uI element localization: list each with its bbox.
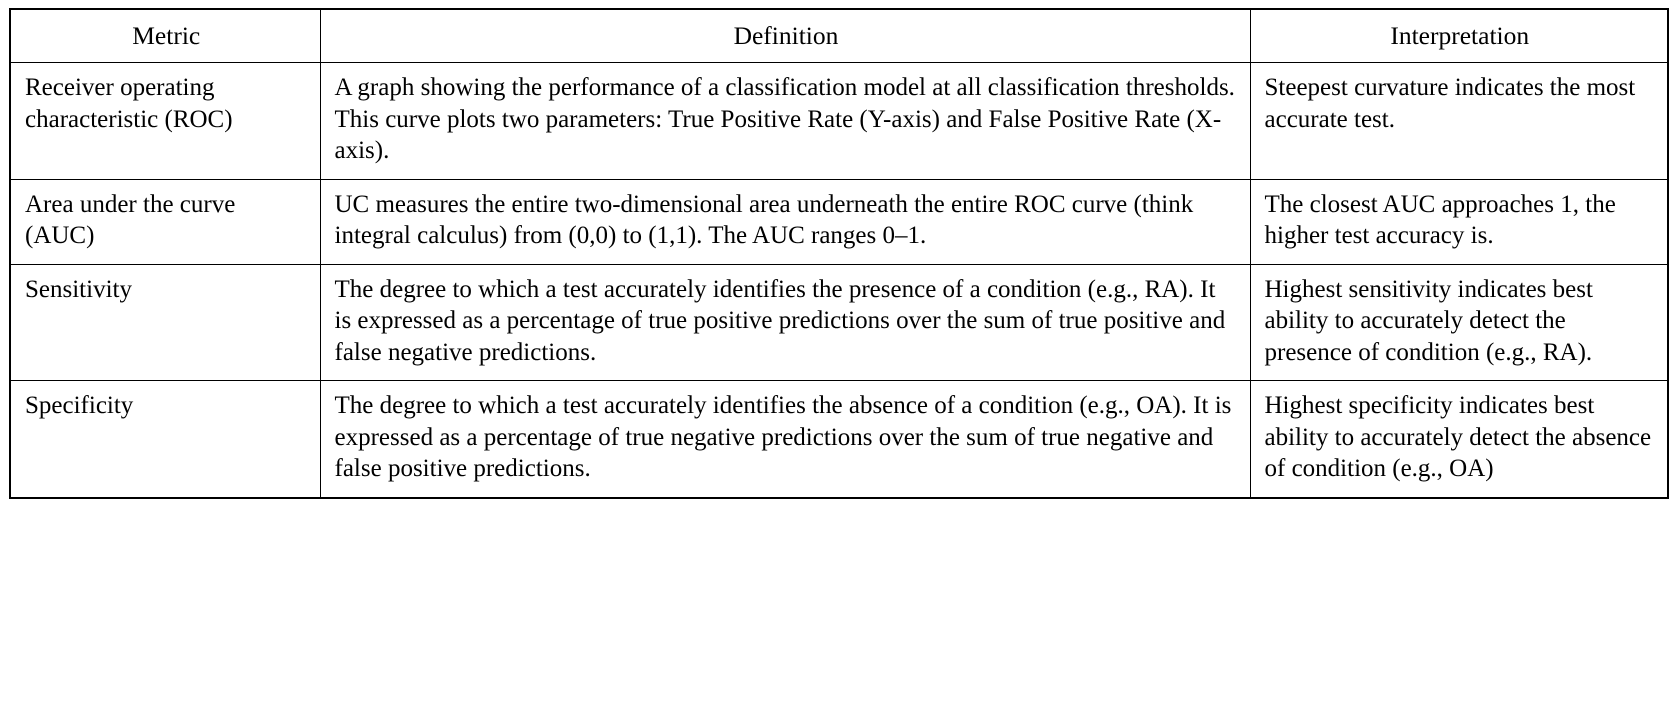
table-header-row (10, 9, 1668, 63)
cell-metric: Sensitivity (10, 264, 320, 381)
table-body (10, 63, 1668, 498)
table-row (10, 264, 1668, 381)
cell-definition: A graph showing the performance of a classification model at all classification thresholds. This curve plots two parameters: True Positive Rate (Y-axis) and False Positive Rate (X-axis). (320, 63, 1250, 180)
cell-interpretation: Steepest curvature indicates the most accurate test. (1250, 63, 1668, 180)
cell-definition: UC measures the entire two-dimensional area underneath the entire ROC curve (think integral calculus) from (0,0) to (1,1). The AUC ranges 0–1. (320, 179, 1250, 264)
cell-metric: Receiver operating characteristic (ROC) (10, 63, 320, 180)
cell-interpretation: The closest AUC approaches 1, the higher test accuracy is. (1250, 179, 1668, 264)
column-header-definition: Definition (320, 9, 1250, 63)
cell-interpretation: Highest sensitivity indicates best ability to accurately detect the presence of condition (e.g., RA). (1250, 264, 1668, 381)
cell-definition: The degree to which a test accurately identifies the presence of a condition (e.g., RA). It is expressed as a percentage of true positive predictions over the sum of true positive and false negative predictions. (320, 264, 1250, 381)
column-header-metric: Metric (10, 9, 320, 63)
cell-metric: Area under the curve (AUC) (10, 179, 320, 264)
cell-metric: Specificity (10, 381, 320, 498)
metrics-definitions-table (9, 8, 1669, 499)
column-header-interpretation: Interpretation (1250, 9, 1668, 63)
table-row (10, 63, 1668, 180)
table-row (10, 179, 1668, 264)
cell-definition: The degree to which a test accurately identifies the absence of a condition (e.g., OA). It is expressed as a percentage of true negative predictions over the sum of true negative and false positive predictions. (320, 381, 1250, 498)
cell-interpretation: Highest specificity indicates best ability to accurately detect the absence of condition (e.g., OA) (1250, 381, 1668, 498)
table-row (10, 381, 1668, 498)
table-header (10, 9, 1668, 63)
